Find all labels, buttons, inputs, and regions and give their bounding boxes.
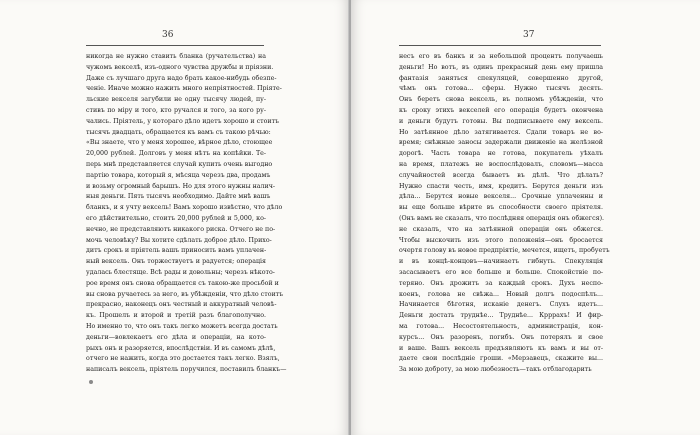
text-line: время; снѣжные заносы задержали движеніе на желѣзной xyxy=(399,139,603,147)
text-line: деньги—вовлекаетъ его дѣла и операціи, на кото- xyxy=(86,333,266,341)
text-line: Нужно спасти честь, имя, кредитъ. Берутся деньги изъ xyxy=(399,182,603,190)
header-rule xyxy=(86,45,264,46)
text-line: стивъ по міру и того, кто ручался и того, за кого ру- xyxy=(86,106,266,114)
text-line: тысячъ двадцать, обращается къ вамъ съ такою рѣчью: xyxy=(86,128,271,136)
text-line: чужомъ векселѣ, изъ-одного чувства дружбы и пріязни. xyxy=(86,63,274,71)
page-spot xyxy=(89,380,93,384)
text-line: ный вексель. Онъ торжествуетъ и радуется; операція xyxy=(86,258,266,266)
text-line: его дѣйствительно, стоитъ 20,000 рублей и 5,000, ко- xyxy=(86,214,266,222)
text-line: дорогѣ. Часть товара не готова, покупатель уѣхалъ xyxy=(399,150,603,158)
text-line: нечно, не представляютъ никакого риска. Отчего не по- xyxy=(86,225,276,233)
text-line: чѣмъ онъ готова... сферы. Нужно тысячъ десять. xyxy=(399,85,603,93)
text-line: и въ концѣ-концовъ—начинаетъ гибнуть. Спекуляція xyxy=(399,258,603,266)
body-text xyxy=(399,52,610,376)
text-line: вы снова ручаетесь за него, въ убѣжденіи, что дѣло стоитъ xyxy=(86,290,284,298)
text-line: Но затѣянное дѣло затягивается. Сдали товаръ не во- xyxy=(399,128,603,136)
text-line: прекрасно, наконецъ онъ честный и аккуратный человѣ- xyxy=(86,301,277,309)
text-line: очертя голову въ новое предпріятіе, мечется, ищетъ, пробуетъ xyxy=(399,247,610,255)
left-page xyxy=(0,0,349,435)
text-line: никогда не нужно ставить бланка (ручательства) на xyxy=(86,53,266,60)
text-line: несъ его въ банкъ и за небольшой процентъ получаешь xyxy=(399,53,603,60)
text-line: къ. Прошелъ и второй и третій разъ благополучно. xyxy=(86,312,266,320)
text-line: дѣла... Берутся новые векселя... Срочные уплаченны и xyxy=(399,193,603,201)
text-line: 20,000 рублей. Долговъ у меня нѣтъ на копѣйки. Те- xyxy=(86,150,266,158)
text-line: «Вы знаете, что у меня хорошее, вѣрное дѣло, стоющее xyxy=(86,139,273,147)
text-line: Даже съ лучшаго друга надо брать какое-нибудь обезпе- xyxy=(86,74,277,82)
text-line: ченіе. Иначе можно нажить много непріятностей. Пріяте- xyxy=(86,85,282,93)
text-line: Чтобы выскочить изъ этого положенія—онъ бросается xyxy=(399,236,603,244)
text-line: партію товара, который я, мѣсяца черезъ два, продамъ xyxy=(86,171,271,179)
text-line: и ваше. Вашъ вексель предъявляютъ къ вамъ и вы от- xyxy=(399,344,603,352)
text-line: рое время онъ снова обращается съ такою-же просьбой и xyxy=(86,279,279,287)
text-line: курсъ... Онъ разоренъ, погибъ. Онъ потерялъ и свое xyxy=(399,333,603,341)
text-line: написалъ вексель, пріятель поручился, поставилъ бланкъ— xyxy=(86,366,287,374)
text-line: мочь человѣку? Вы хотите сдѣлать доброе дѣло. Прихо- xyxy=(86,236,272,244)
text-line: и возьму огромный барышъ. Но для этого нужны налич- xyxy=(86,182,276,190)
text-line: ныя деньги. Пять тысячъ необходимо. Дайте мнѣ вашъ xyxy=(86,193,271,201)
text-line: дитъ срокъ и пріятель вашъ приносить вамъ уплачен- xyxy=(86,247,267,255)
text-line: (Онъ вамъ не сказалъ, что послѣдняя операція онъ обжегся). xyxy=(399,214,605,222)
text-line: перь мнѣ представляется случай купить очень выгодно xyxy=(86,160,273,168)
text-line: бланкъ, и я учту вексель! Вамъ хорошо извѣстно, что дѣло xyxy=(86,204,283,212)
text-line: не сказалъ, что на затѣянной операціи онъ обжегся. xyxy=(399,225,603,233)
text-line: теряно. Онъ дрожитъ за каждый срокъ. Духъ неспо- xyxy=(399,279,603,287)
text-line: деньги! Но вотъ, въ одинъ прекрасный день ему пришла xyxy=(399,63,603,71)
text-line: даете свои послѣдніе гроши. «Мерзавецъ, скажите вы... xyxy=(399,355,603,363)
text-line: случайностей всегда бываетъ въ дѣлѣ. Что дѣлать? xyxy=(399,171,603,179)
text-line: Но именно то, что онъ такъ легко можетъ всегда достать xyxy=(86,322,278,330)
text-line: фантазія заняться спекуляцей, совершенно другой, xyxy=(399,74,603,82)
text-line: чались. Пріятель, у котораго дѣло идетъ хорошо и стоитъ xyxy=(86,117,280,125)
text-line: льские векселя загубили не одну тысячу людей, пу- xyxy=(86,96,266,104)
text-line: ма готова... Несостоятельность, администрація, кон- xyxy=(399,322,603,330)
text-line: Деньги достать труднѣе... Труднѣе... Крррахъ! И фир- xyxy=(399,312,603,320)
text-line: рыхъ онъ и разоряется, впослѣдствіи. И въ самомъ дѣлѣ, xyxy=(86,344,276,352)
text-line: Начинается бѣготня, исканіе денегъ. Слухъ идетъ... xyxy=(399,301,603,309)
right-page xyxy=(351,0,700,435)
body-text xyxy=(86,52,287,376)
text-line: отчего не нажить, когда это достается такъ легко. Взялъ, xyxy=(86,355,280,363)
text-line: вы еще больше вѣрите въ способности своего пріятеля. xyxy=(399,204,603,212)
page-number: 37 xyxy=(523,30,535,40)
text-line: засасываетъ его все больше и больше. Спокойствіе по- xyxy=(399,268,603,276)
text-line: коенъ, голова не свѣжа... Новый долгъ подоспѣлъ... xyxy=(399,290,603,298)
text-line: удалась блестяще. Всѣ рады и довольны; черезъ нѣкото- xyxy=(86,268,275,276)
text-line: и деньги будутъ готовы. Вы подписываете ему вексель. xyxy=(399,117,603,125)
page-number: 36 xyxy=(162,30,174,40)
text-line: къ сроку этихъ векселей его операція будетъ окончена xyxy=(399,106,603,114)
text-line: За мою доброту, за мою любезность—такъ отблагодарить xyxy=(399,366,592,374)
text-line: Онъ беретъ снова вексель, въ полномъ убѣжденіи, что xyxy=(399,96,603,104)
header-rule xyxy=(399,45,601,46)
text-line: на время, платежъ не воспослѣдовалъ, словомъ—масса xyxy=(399,160,603,168)
